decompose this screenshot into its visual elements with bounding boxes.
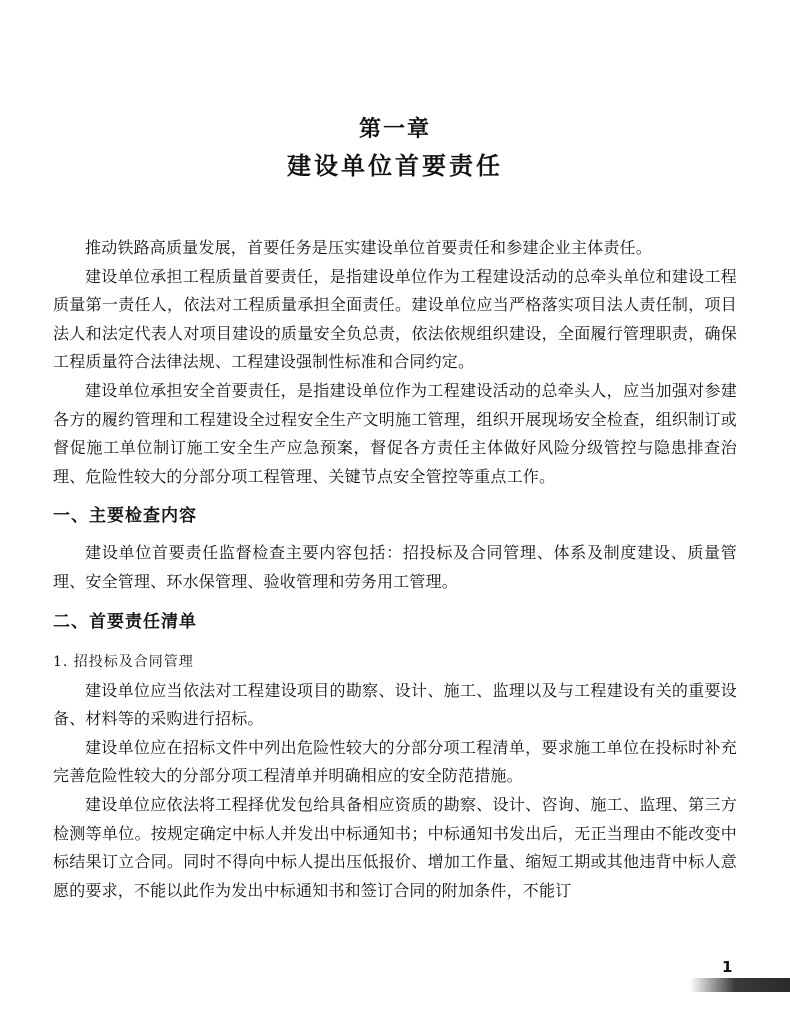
intro-paragraph: 推动铁路高质量发展，首要任务是压实建设单位首要责任和参建企业主体责任。 [85,238,653,257]
intro-paragraph: 建设单位承担工程质量首要责任，是指建设单位作为工程建设活动的总牵头单位和建设工程质量第一责任人，依法对工程质量承担全面责任。建设单位应当严格落实项目法人责任制，项目法人和法定代表人对项目建设的质量安全负总责，依法依规组织建设，全面履行管理职责，确保工程质量符合法律法规、工程建设强制性标准和合同约定。 [53,266,737,372]
subsection-heading: 1. 招投标及合同管理 [53,653,194,670]
section-paragraph: 建设单位应依法将工程择优发包给具备相应资质的勘察、设计、咨询、施工、监理、第三方检测等单位。按规定确定中标人并发出中标通知书；中标通知书发出后，无正当理由不能改变中标结果订立合同。同时不得向中标人提出压低报价、增加工作量、缩短工期或其他违背中标人意愿的要求，不能以此作为发出中标通知书和签订合同的附加条件，不能订 [53,794,737,900]
section-paragraph: 建设单位应在招标文件中列出危险性较大的分部分项工程清单，要求施工单位在投标时补充完善危险性较大的分部分项工程清单并明确相应的安全防范措施。 [53,737,737,786]
intro-paragraph: 建设单位承担安全首要责任，是指建设单位作为工程建设活动的总牵头人，应当加强对参建各方的履约管理和工程建设全过程安全生产文明施工管理，组织开展现场安全检查，组织制订或督促施工单位制订施工安全生产应急预案，督促各方责任主体做好风险分级管控与隐患排查治理、危险性较大的分部分项工程管理、关键节点安全管控等重点工作。 [53,380,737,486]
section-heading: 二、首要责任清单 [53,611,197,632]
footer-decoration-bar [690,978,790,992]
chapter-title: 建设单位首要责任 [287,152,503,180]
page-number: 1 [722,958,733,976]
section-paragraph: 建设单位首要责任监督检查主要内容包括：招投标及合同管理、体系及制度建设、质量管理、安全管理、环水保管理、验收管理和劳务用工管理。 [53,543,737,591]
section-heading: 一、主要检查内容 [53,506,197,527]
body-text [53,234,737,905]
section-paragraph: 建设单位应当依法对工程建设项目的勘察、设计、施工、监理以及与工程建设有关的重要设备、材料等的采购进行招标。 [53,680,737,729]
chapter-number: 第一章 [358,117,431,142]
